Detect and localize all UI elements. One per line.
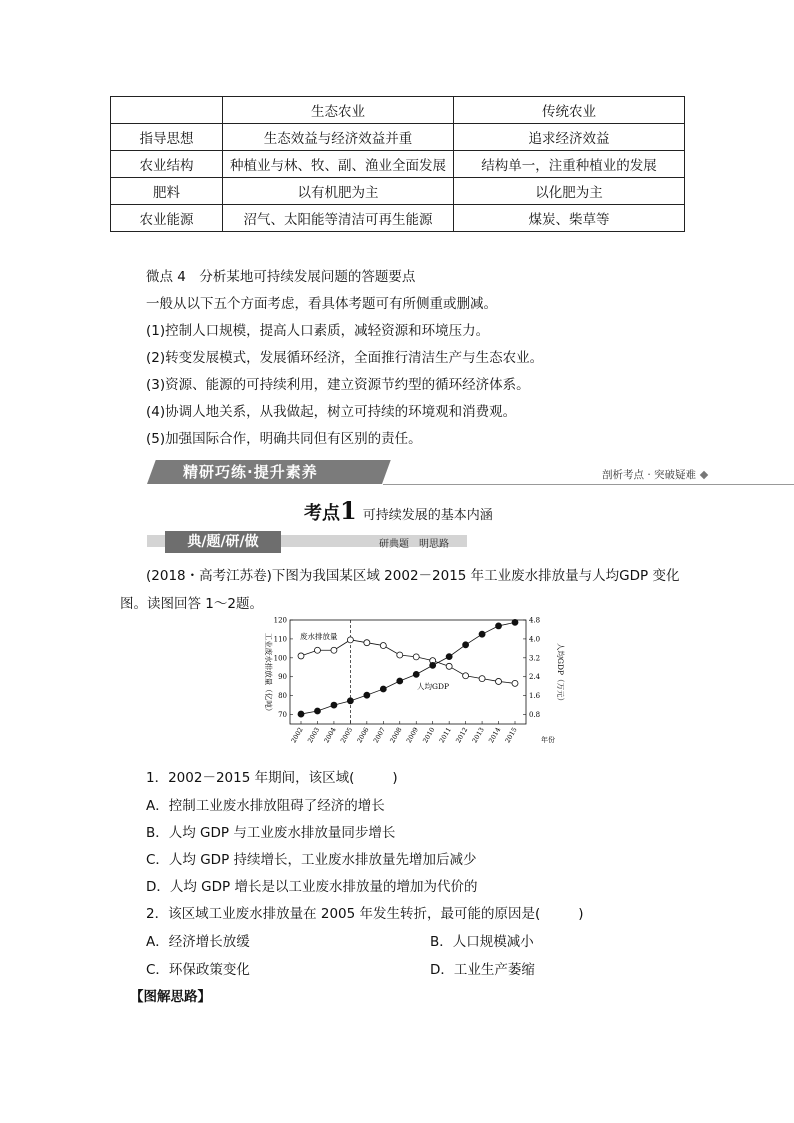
- banner-char: 升: [269, 463, 286, 481]
- series-label-wastewater: 废水排放量: [300, 632, 338, 641]
- y-left-tick-label: 70: [278, 711, 287, 720]
- y-right-tick-label: 0.8: [529, 711, 541, 720]
- y-axis-right-label: 人均GDP（万元）: [556, 642, 565, 706]
- question-2-option[interactable]: B．人口规模减小: [430, 934, 534, 950]
- data-point-1: [347, 698, 353, 704]
- table-cell: 肥料: [111, 178, 223, 205]
- table-cell: 以有机肥为主: [223, 178, 454, 205]
- question-1-option[interactable]: C．人均 GDP 持续增长，工业废水排放量先增加后减少: [146, 852, 477, 868]
- question-1-stem-text: 1．2002－2015 年期间，该区域(: [146, 770, 355, 786]
- table-row: [111, 178, 685, 205]
- question-2-stem-end: ): [578, 906, 584, 922]
- question-1-stem-end: ): [392, 770, 398, 786]
- question-2-option[interactable]: A．经济增长放缓: [146, 934, 250, 950]
- banner-char: 素养: [285, 463, 318, 481]
- x-tick-label: 2011: [437, 726, 453, 745]
- y-right-tick-label: 1.6: [529, 692, 541, 701]
- micro-point-item: (2)转变发展模式，发展循环经济，全面推行清洁生产与生态农业。: [146, 350, 544, 366]
- solution-heading: 【图解思路】: [130, 989, 211, 1005]
- data-point-0: [314, 647, 320, 653]
- heading-title: 可持续发展的基本内涵: [362, 508, 493, 523]
- heading-label: 考点: [304, 503, 340, 524]
- y-left-tick-label: 90: [278, 673, 287, 682]
- y-right-tick-label: 3.2: [529, 654, 541, 663]
- x-tick-label: 2015: [503, 726, 519, 745]
- table-header-cell: 传统农业: [454, 97, 685, 124]
- data-point-1: [298, 711, 304, 717]
- data-point-0: [512, 680, 518, 686]
- x-tick-label: 2013: [470, 726, 486, 745]
- x-tick-label: 2008: [388, 726, 404, 745]
- table-header-row: [111, 97, 685, 124]
- banner-subtitle-text: 剖析考点 · 突破疑难: [601, 469, 696, 481]
- subsection-strip: [147, 531, 477, 553]
- question-2-stem-text: 2．该区域工业废水排放量在 2005 年发生转折，最可能的原因是(: [146, 906, 541, 922]
- x-tick-label: 2010: [421, 726, 437, 745]
- question-2-option[interactable]: D．工业生产萎缩: [430, 962, 535, 978]
- heading-number: 1: [340, 496, 357, 525]
- data-point-0: [463, 673, 469, 679]
- data-point-0: [298, 653, 304, 659]
- data-point-1: [413, 671, 419, 677]
- data-point-1: [463, 642, 469, 648]
- data-point-0: [397, 652, 403, 658]
- micro-point-item: (1)控制人口规模，提高人口素质，减轻资源和环境压力。: [146, 323, 490, 339]
- data-point-0: [479, 676, 485, 682]
- section-heading: [304, 496, 493, 525]
- banner-char: 巧练: [215, 463, 248, 481]
- subsection-label: 典/题/研/做: [165, 531, 281, 553]
- table-cell: 生态效益与经济效益并重: [223, 124, 454, 151]
- x-tick-label: 2003: [305, 726, 322, 745]
- data-point-1: [479, 631, 485, 637]
- data-point-0: [364, 640, 370, 646]
- question-1-option[interactable]: B．人均 GDP 与工业废水排放量同步增长: [146, 825, 396, 841]
- data-point-0: [413, 654, 419, 660]
- banner-rule: [383, 484, 794, 485]
- table-cell: 煤炭、柴草等: [454, 205, 685, 232]
- micro-point-title: 微点 4 分析某地可持续发展问题的答题要点: [146, 269, 416, 285]
- data-point-0: [347, 637, 353, 643]
- x-tick-label: 2007: [371, 726, 388, 745]
- table-cell: 农业能源: [111, 205, 223, 232]
- x-tick-label: 2014: [487, 726, 503, 745]
- y-left-tick-label: 120: [273, 616, 287, 625]
- question-1-option[interactable]: D．人均 GDP 增长是以工业废水排放量的增加为代价的: [146, 879, 478, 895]
- micro-point-intro: 一般从以下五个方面考虑，看具体考题可有所侧重或删减。: [146, 296, 497, 312]
- comparison-table: [110, 96, 685, 232]
- y-axis-left-label: 工业废水排放量（亿吨）: [264, 632, 273, 716]
- data-point-0: [331, 647, 337, 653]
- table-row: [111, 151, 685, 178]
- x-tick-label: 2004: [322, 726, 338, 745]
- table-cell: 以化肥为主: [454, 178, 685, 205]
- data-point-1: [397, 678, 403, 684]
- table-cell: 指导思想: [111, 124, 223, 151]
- y-left-tick-label: 80: [278, 692, 287, 701]
- banner-char: 精: [183, 463, 200, 481]
- question-intro-line: (2018・高考江苏卷)下图为我国某区域 2002－2015 年工业废水排放量与人均GDP 变化: [146, 568, 680, 584]
- micro-point-item: (5)加强国际合作，明确共同但有区别的责任。: [146, 431, 422, 447]
- data-point-0: [496, 678, 502, 684]
- x-tick-label: 2012: [454, 726, 470, 745]
- x-tick-label: 2005: [338, 726, 355, 745]
- section-banner: [147, 458, 707, 488]
- table-cell: 结构单一，注重种植业的发展: [454, 151, 685, 178]
- data-point-1: [496, 623, 502, 629]
- table-row: [111, 205, 685, 232]
- data-point-1: [380, 686, 386, 692]
- x-axis-unit-label: 年份: [541, 736, 555, 744]
- table-cell: 农业结构: [111, 151, 223, 178]
- data-point-1: [430, 662, 436, 668]
- y-left-tick-label: 100: [273, 654, 287, 663]
- data-point-0: [380, 643, 386, 649]
- x-tick-label: 2002: [289, 726, 305, 745]
- data-point-1: [446, 654, 452, 660]
- x-tick-label: 2006: [355, 726, 371, 745]
- question-1-stem: [146, 766, 398, 786]
- banner-dot: ·: [247, 463, 254, 481]
- x-tick-label: 2009: [404, 726, 420, 745]
- data-point-0: [446, 663, 452, 669]
- y-left-tick-label: 110: [273, 635, 287, 644]
- micro-point-item: (4)协调人地关系，从我做起，树立可持续的环境观和消费观。: [146, 404, 517, 420]
- table-cell: 沼气、太阳能等清洁可再生能源: [223, 205, 454, 232]
- question-1-option[interactable]: A．控制工业废水排放阻碍了经济的增长: [146, 798, 385, 814]
- banner-char: 研: [199, 463, 216, 481]
- question-2-option[interactable]: C．环保政策变化: [146, 962, 250, 978]
- y-right-tick-label: 2.4: [529, 673, 541, 682]
- data-point-1: [364, 692, 370, 698]
- micro-point-item: (3)资源、能源的可持续利用，建立资源节约型的循环经济体系。: [146, 377, 530, 393]
- question-intro-line: 图。读图回答 1～2题。: [120, 596, 263, 612]
- data-point-1: [314, 708, 320, 714]
- table-cell: 追求经济效益: [454, 124, 685, 151]
- y-right-tick-label: 4.8: [529, 616, 541, 625]
- data-point-1: [512, 619, 518, 625]
- table-header-cell: 生态农业: [223, 97, 454, 124]
- question-2-stem: [146, 902, 584, 922]
- banner-char: 提: [253, 463, 270, 481]
- data-point-1: [331, 702, 337, 708]
- y-right-tick-label: 4.0: [529, 635, 541, 644]
- banner-subtitle: [602, 467, 707, 482]
- line-chart: [254, 612, 584, 760]
- banner-title: [183, 460, 318, 484]
- series-label-gdp: 人均GDP: [417, 682, 450, 691]
- table-row: [111, 124, 685, 151]
- subsection-hint: 研典题 明思路: [379, 539, 449, 550]
- table-cell: 种植业与林、牧、副、渔业全面发展: [223, 151, 454, 178]
- table-header-cell: [111, 97, 223, 124]
- diamond-icon: [700, 471, 708, 479]
